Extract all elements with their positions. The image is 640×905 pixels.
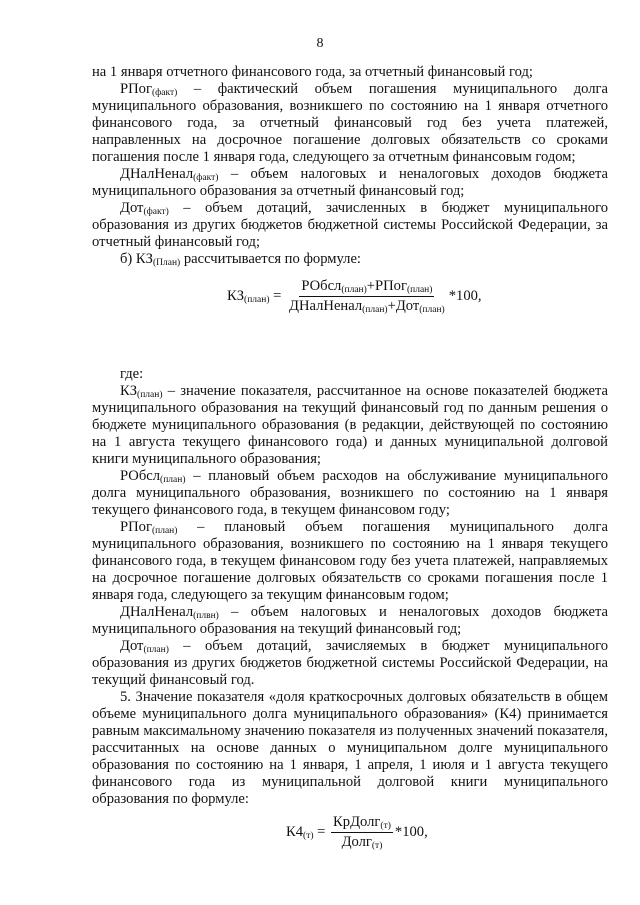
formula-k4 xyxy=(92,808,608,866)
formula-fraction xyxy=(287,278,447,315)
definition-dnalnenal-plan xyxy=(92,604,608,638)
symbol-subscript: (план) xyxy=(137,390,163,400)
item-5-paragraph: 5. Значение показателя «доля краткосрочных долговых обязательств в общем объеме муниципального долга муниципального образования» (К4) принимается равным максимальному значению показателя из полученных значений показателя, рассчитанных на основе данных о муниципальном долге муниципального образования по состоянию на 1 января, 1 апреля, 1 июля и 1 августа текущего финансового года из муниципальной долговой книги муниципального образования по формуле: xyxy=(92,689,608,807)
definition-text: – объем налоговых и неналоговых доходов бюджета муниципального образования за отчетный финансовый год; xyxy=(92,166,608,199)
formula-kz-plan xyxy=(92,268,608,340)
symbol-subscript: (план) xyxy=(143,645,169,655)
symbol: КЗ xyxy=(120,383,138,399)
where-label: где: xyxy=(120,366,144,382)
formula-denominator: ДНалНенал$_{(план)}$+Дот$_{(план)}$ xyxy=(289,298,445,315)
symbol-subscript: (план) xyxy=(151,526,178,536)
formula-numerator: РОбсл$_{(план)}$+РПог$_{(план)}$ xyxy=(301,278,433,295)
definition-text: – плановый объем расходов на обслуживание муниципального долга муниципального образования, возникшего по состоянию на 1 января текущего финансового года, в текущем финансовом году; xyxy=(92,468,608,518)
definition-kz-plan xyxy=(92,383,608,468)
symbol: ДНалНенал xyxy=(120,166,194,182)
symbol-subscript: (факт) xyxy=(151,88,178,98)
paragraph-continuation: на 1 января отчетного финансового года, за отчетный финансовый год; xyxy=(92,64,533,80)
definition-dot-fact xyxy=(92,200,608,251)
definition-text: – фактический объем погашения муниципального долга муниципального образования, возникшего по состоянию на 1 января отчетного финансового года, за отчетный финансовый год без учета платежей, направленных на досрочное погашение долговых обязательств со сроками погашения после 1 января года, следующего за отчетным финансовым годом; xyxy=(92,81,608,165)
symbol: РПог xyxy=(120,519,152,535)
formula-numerator: КрДолг$_{(т)}$ xyxy=(333,814,391,831)
formula-denominator: Долг$_{(т)}$ xyxy=(341,834,383,851)
definition-rpog-fact xyxy=(92,81,608,166)
definition-robsl-plan xyxy=(92,468,608,519)
formula-fraction xyxy=(331,814,393,851)
definition-text: – значение показателя, рассчитанное на основе показателей бюджета муниципального образования на текущий финансовый год по данным решения о бюджете муниципального образования (в редакции, действующей по состоянию на 1 августа текущего финансового года) и данных муниципальной долговой книги муниципального образования; xyxy=(92,383,608,467)
subitem-b-label: б) КЗ xyxy=(120,251,153,267)
formula-multiplier: *100, xyxy=(394,824,428,840)
definition-text: – объем дотаций, зачисляемых в бюджет муниципального образования из других бюджетов бюджетной системы Российской Федерации, на текущий финансовый год. xyxy=(92,638,608,688)
symbol-subscript: (План) xyxy=(152,258,181,268)
symbol: Дот xyxy=(120,200,144,216)
symbol: РПог xyxy=(120,81,152,97)
symbol-subscript: (плвн) xyxy=(193,611,219,621)
symbol: Дот xyxy=(120,638,144,654)
definition-dot-plan xyxy=(92,638,608,689)
subitem-b-text: рассчитывается по формуле: xyxy=(180,251,361,267)
formula-lhs: $К4_{(т)}$ xyxy=(286,824,314,841)
page-number: 8 xyxy=(316,36,324,51)
definition-text: – объем налоговых и неналоговых доходов бюджета муниципального образования на текущий финансовый год; xyxy=(92,604,608,637)
symbol-subscript: (факт) xyxy=(143,207,169,217)
symbol-subscript: (план) xyxy=(160,475,186,485)
definition-text: – плановый объем погашения муниципального долга муниципального образования, возникшего по состоянию на 1 января текущего финансового года, в текущем финансовом году без учета платежей, направляемых на досрочное погашение долговых обязательств со сроками погашения после 1 января года, следующего за текущим финансовым годом; xyxy=(92,519,608,603)
formula-equals: = xyxy=(269,288,286,304)
subitem-b xyxy=(92,251,608,268)
symbol: РОбсл xyxy=(120,468,161,484)
definition-rpog-plan xyxy=(92,519,608,604)
formula-equals: = xyxy=(313,824,330,840)
definition-text: – объем дотаций, зачисленных в бюджет муниципального образования из других бюджетов бюджетной системы Российской Федерации, за отчетный финансовый год; xyxy=(92,200,608,250)
definition-dnalnenal-fact xyxy=(92,166,608,200)
formula-multiplier: *100, xyxy=(448,288,482,304)
formula-lhs: $КЗ_{(план)}$ xyxy=(227,288,270,305)
document-body xyxy=(92,64,608,866)
symbol-subscript: (факт) xyxy=(193,173,219,183)
symbol: ДНалНенал xyxy=(120,604,194,620)
